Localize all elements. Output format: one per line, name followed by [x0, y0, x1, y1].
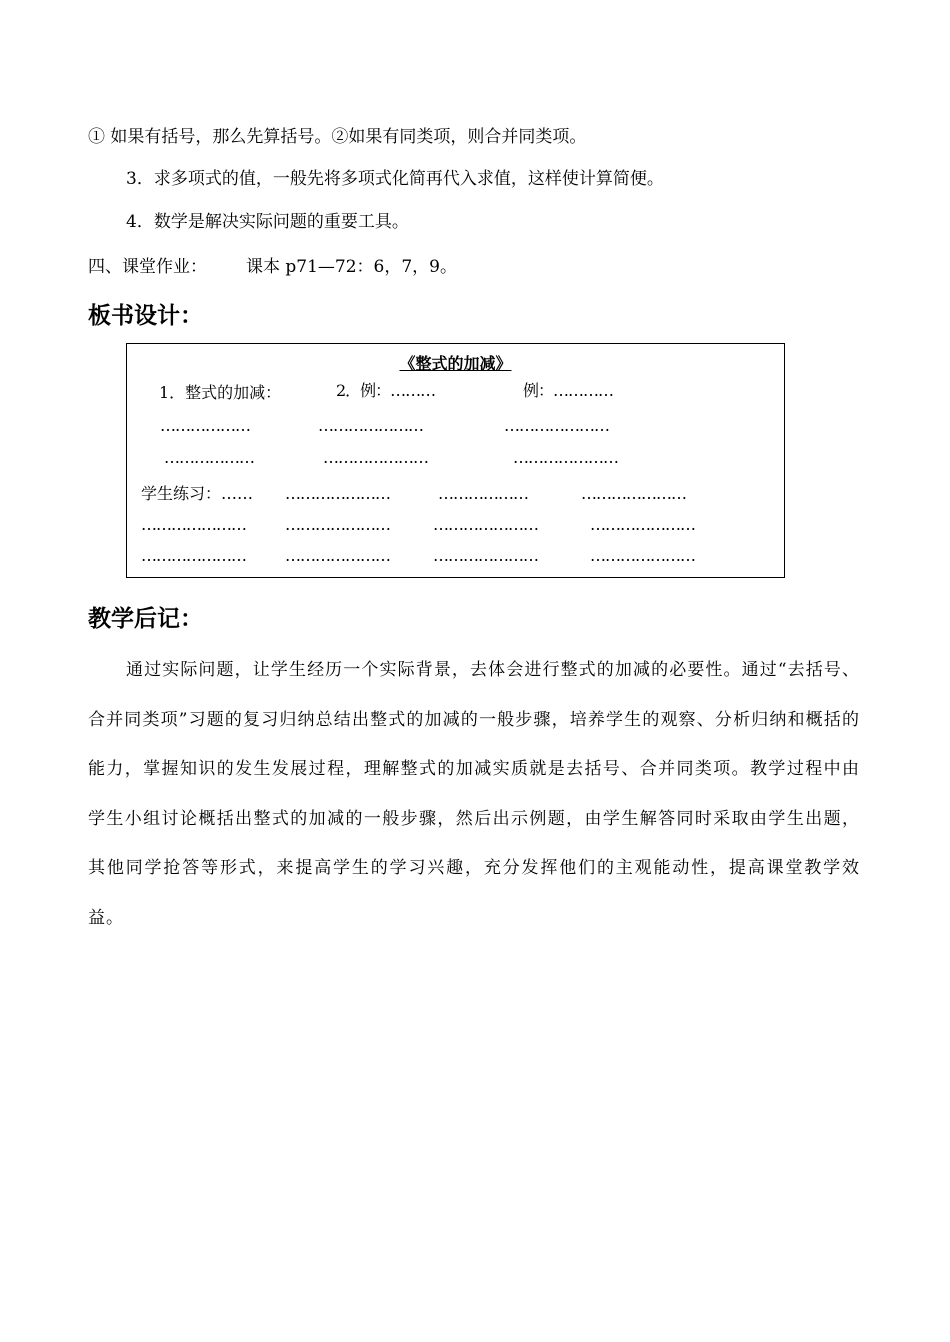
board-item-1: 1．整式的加减： [159, 383, 282, 402]
board-row2-cell: ………………… [318, 416, 423, 435]
practice-cell: ……………… [438, 484, 528, 503]
practice-cell: ………………… [141, 546, 246, 565]
rule-line-1: ① 如果有括号，那么先算括号。②如果有同类项，则合并同类项。 [88, 127, 587, 147]
rule-line-3: 3．求多项式的值，一般先将多项式化简再代入求值，这样使计算简便。 [126, 169, 664, 189]
board-row2-cell: ……………… [160, 416, 250, 435]
rule-line-4: 4．数学是解决实际问题的重要工具。 [126, 212, 409, 232]
practice-cell: ………………… [581, 484, 686, 503]
board-row3-cell: ………………… [323, 448, 428, 467]
practice-cell: ………………… [141, 515, 246, 534]
board-item-2: 2．例：……… [336, 381, 436, 400]
practice-cell: ………………… [285, 484, 390, 503]
teaching-notes-heading: 教学后记： [88, 606, 203, 632]
board-row3-cell: ……………… [164, 448, 254, 467]
board-item-3: 例：………… [523, 381, 614, 400]
teaching-notes-paragraph: 通过实际问题，让学生经历一个实际背景，去体会进行整式的加减的必要性。通过“去括号、合并同类项”习题的复习归纳总结出整式的加减的一般步骤，培养学生的观察、分析归纳和概括的能力，掌握知识的发生发展过程，理解整式的加减实质就是去括号、合并同类项。教学过程中由学生小组讨论概括出整式的加减的一般步骤，然后出示例题，由学生解答同时采取由学生出题，其他同学抢答等形式，来提高学生的学习兴趣，充分发挥他们的主观能动性，提高课堂教学效益。 [88, 660, 860, 928]
board-row2-cell: ………………… [504, 416, 609, 435]
board-title: 《整式的加减》 [399, 354, 512, 373]
practice-cell: ………………… [590, 546, 695, 565]
practice-cell: ………………… [433, 515, 538, 534]
practice-label: 学生练习：…… [141, 484, 254, 503]
homework-text: 课本 p71—72：6，7，9。 [246, 257, 457, 277]
practice-cell: ………………… [590, 515, 695, 534]
practice-cell: ………………… [285, 515, 390, 534]
practice-cell: ………………… [285, 546, 390, 565]
board-design-heading: 板书设计： [88, 303, 203, 329]
homework-label: 四、课堂作业： [88, 257, 207, 277]
board-row3-cell: ………………… [513, 448, 618, 467]
practice-cell: ………………… [433, 546, 538, 565]
board-design-box [126, 343, 785, 578]
